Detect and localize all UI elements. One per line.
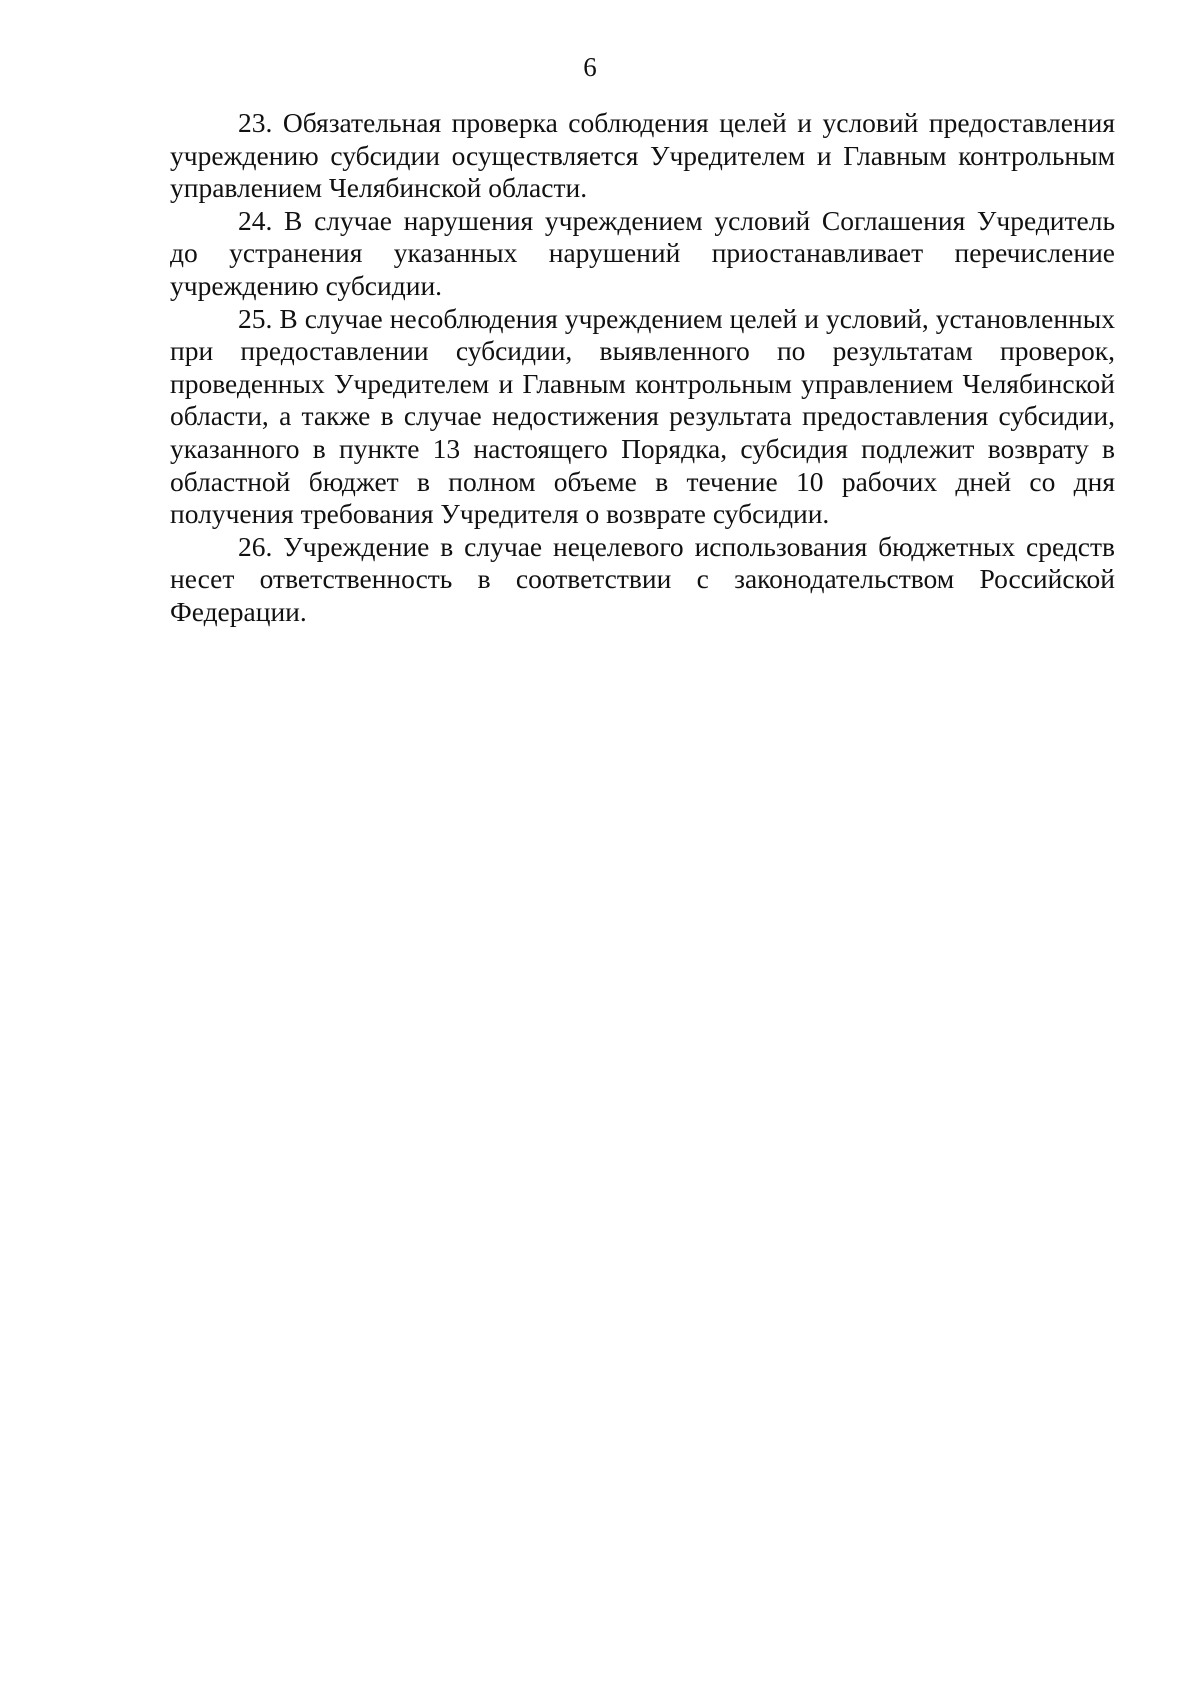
paragraph-25: 25. В случае несоблюдения учреждением целей и условий, установленных при предоставлении субсидии, выявленного по результатам проверок, проведенных Учредителем и Главным контрольным управлением Челябинской области, а также в случае недостижения результата предоставления субсидии, указанного в пункте 13 настоящего Порядка, субсидия подлежит возврату в областной бюджет в полном объеме в течение 10 рабочих дней со дня получения требования Учредителя о возврате субсидии. <box>170 302 1115 530</box>
page-number: 6 <box>583 52 597 82</box>
paragraph-23: 23. Обязательная проверка соблюдения целей и условий предоставления учреждению субсидии осуществляется Учредителем и Главным контрольным управлением Челябинской области. <box>170 107 1115 204</box>
document-body <box>170 107 1115 629</box>
paragraph-24: 24. В случае нарушения учреждением условий Соглашения Учредитель до устранения указанных нарушений приостанавливает перечисление учреждению субсидии. <box>170 204 1115 301</box>
paragraph-26: 26. Учреждение в случае нецелевого использования бюджетных средств несет ответственность в соответствии с законодательством Российской Федерации. <box>170 530 1115 627</box>
